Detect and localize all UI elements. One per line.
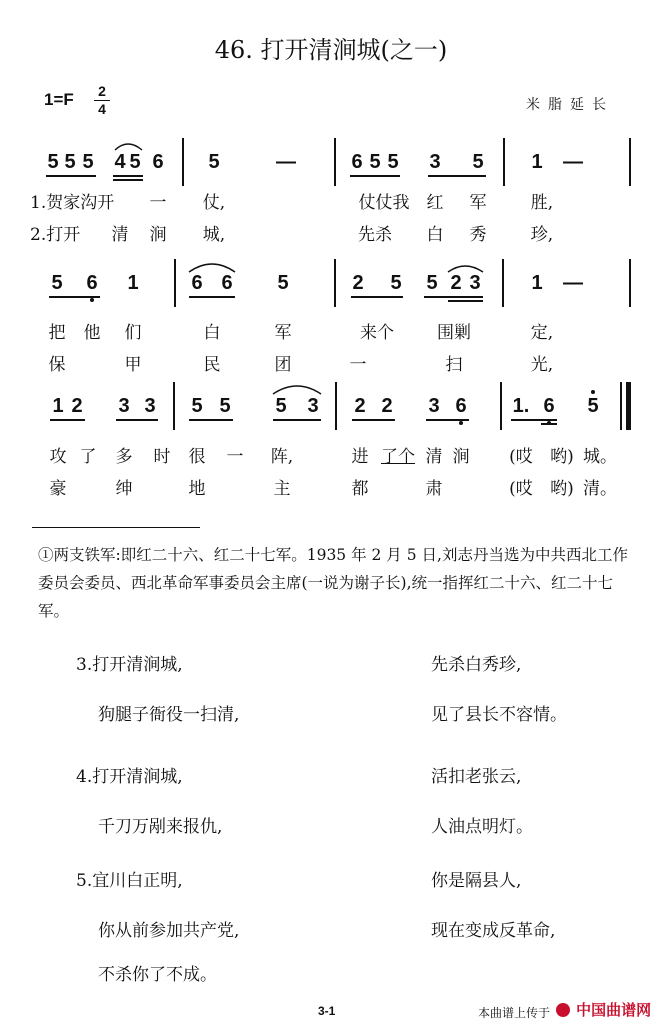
note: 5 (51, 272, 63, 294)
eighth-underline (426, 419, 469, 421)
lyric: 哟) (550, 447, 574, 467)
note: 5 (472, 151, 484, 173)
lyric: 一 (226, 447, 244, 467)
lyric: 了 (79, 447, 97, 467)
note: 6 (351, 151, 363, 173)
lyric: 地 (188, 479, 206, 499)
verse-3-line-1: 3.打开清涧城, (76, 655, 183, 675)
lyric: 胜, (530, 193, 554, 213)
meter-bottom: 4 (98, 101, 106, 117)
site-logo-icon (556, 1003, 570, 1017)
note: 6 (543, 395, 555, 417)
note: 5 (275, 395, 287, 417)
note: 5 (369, 151, 381, 173)
time-signature (94, 84, 110, 117)
note: — (563, 272, 583, 294)
verse-5-line-5: 不杀你了不成。 (98, 965, 217, 985)
lyric: 先杀 (358, 225, 392, 245)
page-number: 3-1 (318, 1004, 336, 1018)
lyric: 清 (425, 447, 443, 467)
note: 4 (114, 151, 126, 173)
verse-4-line-1: 4.打开清涧城, (76, 767, 183, 787)
note: — (563, 151, 583, 173)
note: 6 (86, 272, 98, 294)
lyric: 一 (149, 193, 167, 213)
barline (334, 138, 336, 186)
note: — (276, 151, 296, 173)
note: 2 (71, 395, 83, 417)
lyric: 军 (274, 323, 292, 343)
lyric: 主 (273, 479, 291, 499)
note: 5 (64, 151, 76, 173)
lyric: 来个 (360, 323, 394, 343)
lyric: 涧 (149, 225, 167, 245)
eighth-underline (428, 175, 486, 177)
verse-4-line-2: 活扣老张云, (431, 767, 522, 787)
lyric: 城。 (583, 447, 617, 467)
barline (629, 138, 631, 186)
note: 5 (390, 272, 402, 294)
note: 5 (129, 151, 141, 173)
lyric: 清。 (583, 479, 617, 499)
lyric: 白 (203, 323, 221, 343)
note: 5 (387, 151, 399, 173)
lyric: 多 (115, 447, 133, 467)
lyric: 把 (48, 323, 66, 343)
note: 1. (512, 395, 530, 417)
eighth-underline (352, 419, 395, 421)
lyric: 绅 (115, 479, 133, 499)
lyric: 团 (274, 355, 292, 375)
lyric: 涧 (452, 447, 470, 467)
upper-octave-dot (591, 390, 595, 394)
lyric: 阵, (270, 447, 294, 467)
verse-5-line-4: 现在变成反革命, (431, 921, 556, 941)
barline (335, 382, 337, 430)
lyric: 豪 (49, 479, 67, 499)
lyric: 他 (83, 323, 101, 343)
lyric: 珍, (530, 225, 554, 245)
lower-octave-dot (459, 421, 463, 425)
eighth-underline (189, 296, 235, 298)
note: 5 (587, 395, 599, 417)
verse-5-line-3: 你从前参加共产党, (98, 921, 240, 941)
site-name: 中国曲谱网 (576, 1002, 652, 1019)
note: 5 (191, 395, 203, 417)
note: 6 (455, 395, 467, 417)
lyric: 红 (426, 193, 444, 213)
sixteenth-underline (448, 300, 483, 302)
note: 5 (47, 151, 59, 173)
footnote-rule (32, 527, 200, 528)
barline (173, 382, 175, 430)
barline (502, 259, 504, 307)
barline (174, 259, 176, 307)
lyric: 哟) (550, 479, 574, 499)
barline (334, 259, 336, 307)
note: 2 (352, 272, 364, 294)
lower-octave-dot (90, 298, 94, 302)
sixteenth-underline (113, 179, 143, 181)
lyric: 2.打开 (30, 225, 81, 245)
site-logo[interactable] (556, 999, 651, 1020)
sixteenth-underline (541, 423, 557, 425)
note: 3 (469, 272, 481, 294)
eighth-underline (273, 419, 321, 421)
key-signature: 1=F (44, 90, 74, 109)
lyric: 清 (111, 225, 129, 245)
lyric: 进 (351, 447, 369, 467)
lyric: 时 (153, 447, 171, 467)
note: 2 (450, 272, 462, 294)
upload-note: 本曲谱上传于 (478, 1006, 551, 1020)
verse-4-line-4: 人油点明灯。 (431, 817, 533, 837)
note: 6 (191, 272, 203, 294)
lyric: (哎 (509, 447, 533, 467)
eighth-underline (424, 296, 483, 298)
lyric: 民 (203, 355, 221, 375)
verse-5-line-1: 5.宜川白正明, (76, 871, 183, 891)
note: 3 (429, 151, 441, 173)
verse-3-line-3: 狗腿子衙役一扫清, (98, 705, 240, 725)
note: 1 (127, 272, 139, 294)
barline (182, 138, 184, 186)
note: 2 (381, 395, 393, 417)
note: 6 (152, 151, 164, 173)
note: 5 (208, 151, 220, 173)
lyric: 围剿 (437, 323, 471, 343)
lyric: 城, (202, 225, 226, 245)
note: 5 (82, 151, 94, 173)
note: 6 (221, 272, 233, 294)
slur (273, 386, 321, 394)
note: 1 (52, 395, 64, 417)
lyric: 1.贺家沟开 (30, 193, 115, 213)
barline (629, 259, 631, 307)
lyric: 保 (48, 355, 66, 375)
meter-top: 2 (98, 83, 106, 99)
slur (115, 144, 142, 150)
footnote: ①两支铁军:即红二十六、红二十七军。1935 年 2 月 5 日,刘志丹当选为中共西北工作委员会委员、西北革命军事委员会主席(一说为谢子长),统一指挥红二十六、红二十七军。 (38, 546, 628, 620)
lyric: 仗, (202, 193, 226, 213)
eighth-underline (46, 175, 96, 177)
lyric: 白 (426, 225, 444, 245)
note: 3 (144, 395, 156, 417)
slur (189, 264, 235, 272)
lyric: 攻 (49, 447, 67, 467)
lyric: 很 (188, 447, 206, 467)
eighth-underline (49, 296, 100, 298)
note: 2 (354, 395, 366, 417)
verse-3-line-4: 见了县长不容情。 (431, 705, 567, 725)
lyric: 仗仗我 (358, 193, 410, 213)
eighth-underline (113, 175, 143, 177)
note: 3 (307, 395, 319, 417)
composer-credit: 米脂延长 (526, 97, 614, 113)
eighth-underline (189, 419, 233, 421)
note: 5 (426, 272, 438, 294)
lyric: 秀 (469, 225, 487, 245)
eighth-underline (50, 419, 85, 421)
note: 1 (531, 151, 543, 173)
verse-5-line-2: 你是隔县人, (431, 871, 522, 891)
final-barline-thick (626, 382, 631, 430)
lyric: 光, (530, 355, 554, 375)
eighth-underline (116, 419, 158, 421)
lyric: 了个 (381, 447, 415, 467)
note: 1 (531, 272, 543, 294)
note: 3 (428, 395, 440, 417)
lyric: 都 (351, 479, 369, 499)
song-title: 46. 打开清涧城(之一) (214, 36, 448, 64)
lyric: 们 (124, 323, 142, 343)
lyric: 定, (530, 323, 554, 343)
verse-4-line-3: 千刀万剐来报仇, (98, 817, 223, 837)
barline (500, 382, 502, 430)
eighth-underline (350, 175, 400, 177)
verse-3-line-2: 先杀白秀珍, (431, 655, 522, 675)
barline (503, 138, 505, 186)
lyric: (哎 (509, 479, 533, 499)
note: 3 (118, 395, 130, 417)
eighth-underline (351, 296, 403, 298)
lyric: 一 (349, 355, 367, 375)
lyric: 军 (469, 193, 487, 213)
lyric: 扫 (445, 355, 463, 375)
lyric: 甲 (124, 355, 142, 375)
eighth-underline (511, 419, 557, 421)
note: 5 (277, 272, 289, 294)
note: 5 (219, 395, 231, 417)
lyric: 肃 (425, 479, 443, 499)
final-barline-thin (620, 382, 622, 430)
